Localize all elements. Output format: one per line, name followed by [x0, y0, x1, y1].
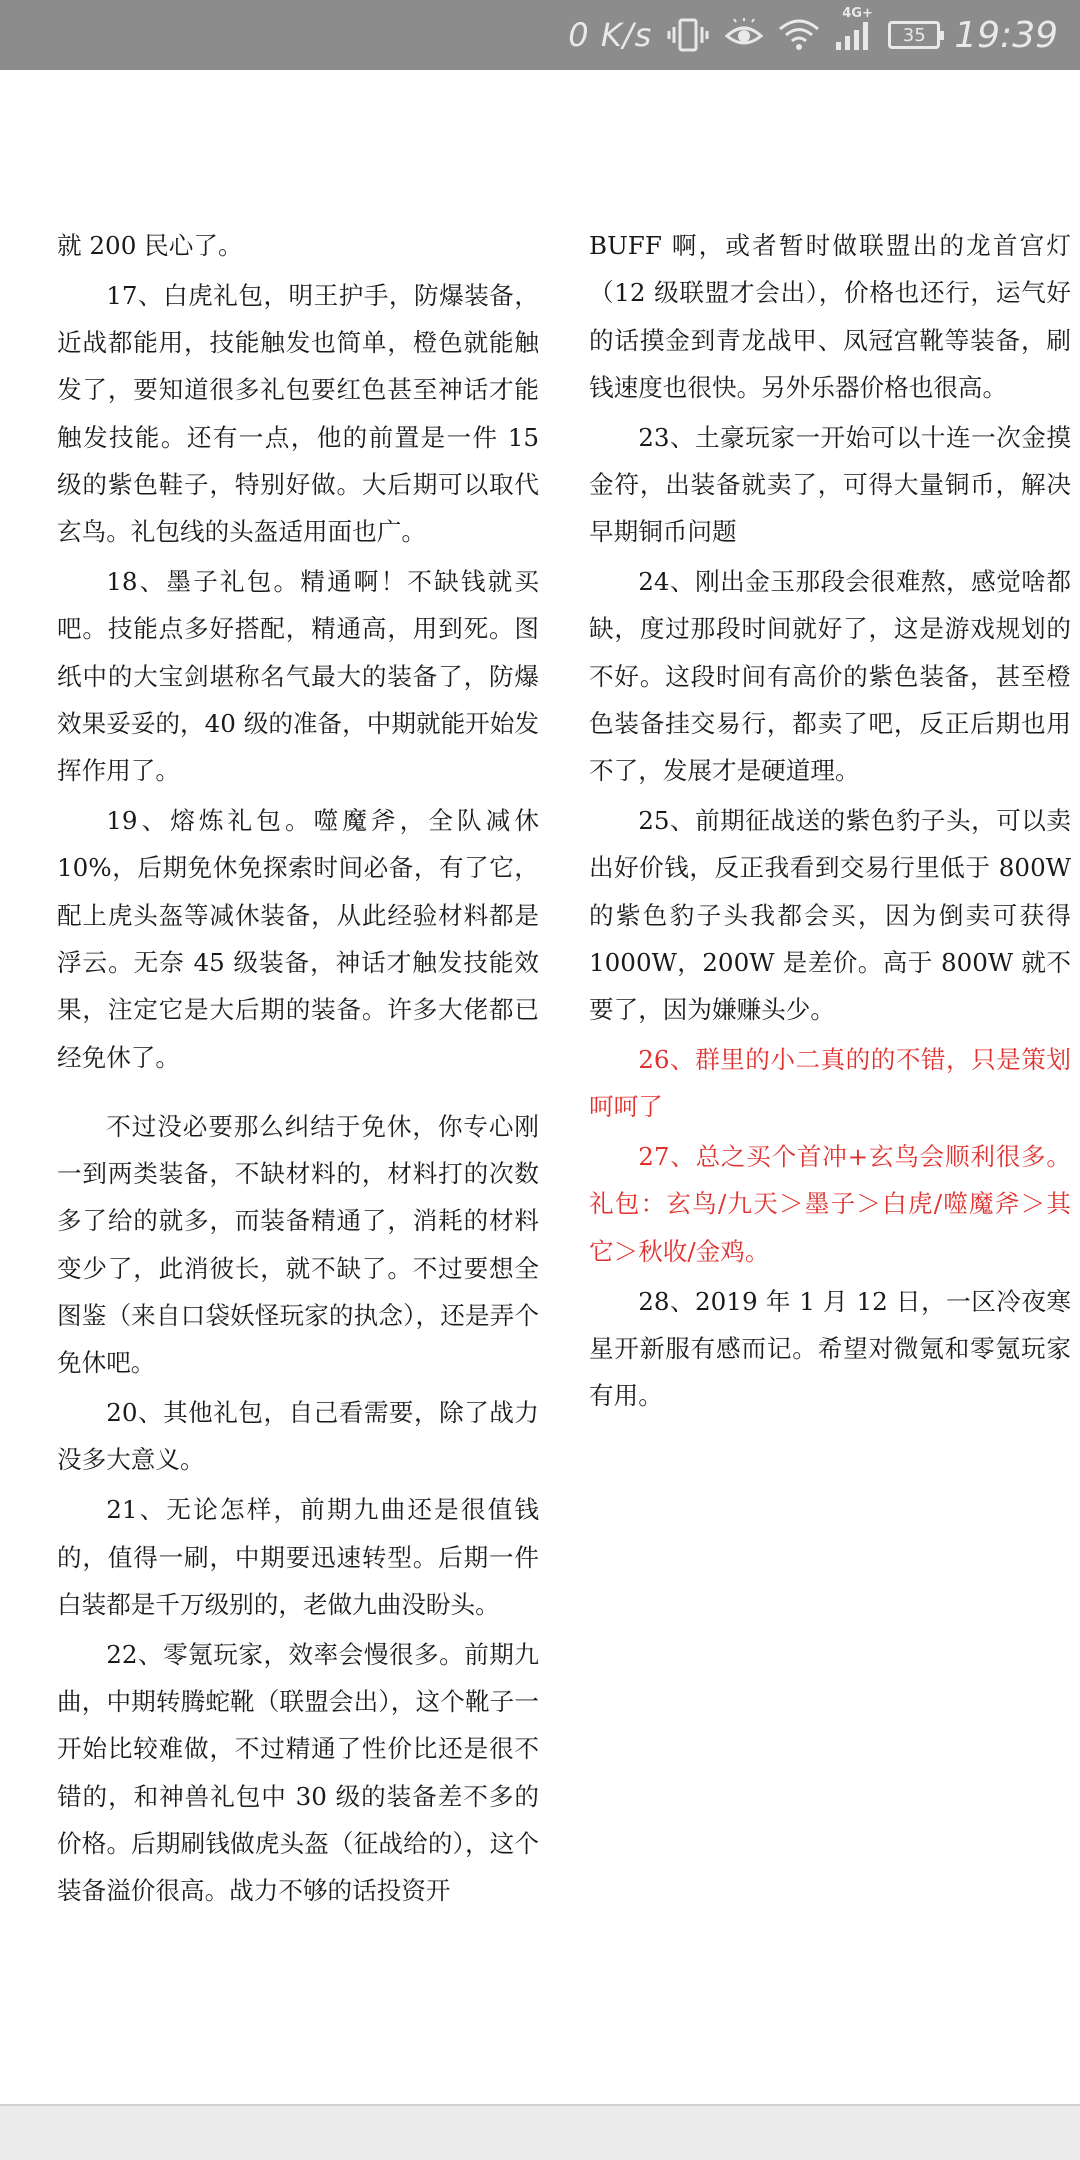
paragraph: 22、零氪玩家，效率会慢很多。前期九曲，中期转腾蛇靴（联盟会出），这个靴子一开始比较难做，不过精通了性价比还是很不错的，和神兽礼包中 30 级的装备差不多的价格。后期刷钱做虎头盔（征战给的），这个装备溢价很高。战力不够的话投资开 — [57, 1639, 539, 1906]
vibrate-icon — [666, 17, 710, 53]
document-page[interactable] — [0, 70, 1080, 2104]
paragraph: 就 200 民心了。 — [57, 231, 243, 260]
network-type-label: 4G+ — [842, 6, 873, 21]
paragraph: 17、白虎礼包，明王护手，防爆装备，近战都能用，技能触发也简单，橙色就能触发了，要知道很多礼包要红色甚至神话才能触发技能。还有一点，他的前置是一件 15 级的紫色鞋子，特别好做。大后期可以取代玄鸟。礼包线的头盔适用面也广。 — [57, 280, 539, 547]
highlight-paragraph: 26、群里的小二真的的不错，只是策划呵呵了 — [589, 1045, 1071, 1122]
eye-comfort-icon — [724, 18, 764, 52]
left-column — [57, 222, 539, 1917]
status-bar — [0, 0, 1080, 70]
battery-level: 35 — [902, 24, 926, 46]
right-column — [589, 222, 1071, 1422]
paragraph: BUFF 啊，或者暂时做联盟出的龙首宫灯（12 级联盟才会出），价格也还行，运气好的话摸金到青龙战甲、凤冠宫靴等装备，刷钱速度也很快。另外乐器价格也很高。 — [589, 231, 1071, 402]
cell-signal-icon — [834, 6, 874, 52]
paragraph: 24、刚出金玉那段会很难熬，感觉啥都缺，度过那段时间就好了，这是游戏规划的不好。这段时间有高价的紫色装备，甚至橙色装备挂交易行，都卖了吧，反正后期也用不了，发展才是硬道理。 — [589, 567, 1071, 786]
paragraph: 25、前期征战送的紫色豹子头，可以卖出好价钱，反正我看到交易行里低于 800W 的紫色豹子头我都会买，因为倒卖可获得 1000W，200W 是差价。高于 800W 就不要了，因为嫌赚头少。 — [589, 806, 1071, 1025]
bottom-bar — [0, 2104, 1080, 2160]
wifi-icon — [778, 19, 820, 51]
paragraph: 23、土豪玩家一开始可以十连一次金摸金符，出装备就卖了，可得大量铜币，解决早期铜币问题 — [589, 422, 1071, 547]
battery-icon — [888, 21, 940, 49]
highlight-paragraph: 27、总之买个首冲+玄鸟会顺利很多。礼包：玄鸟/九天＞墨子＞白虎/噬魔斧＞其它＞秋收/金鸡。 — [589, 1142, 1071, 1266]
paragraph: 19、熔炼礼包。噬魔斧，全队减休 10%，后期免休免探索时间必备，有了它，配上虎头盔等减休装备，从此经验材料都是浮云。无奈 45 级装备，神话才触发技能效果，注定它是大后期的装备。许多大佬都已经免休了。 — [57, 806, 539, 1072]
network-speed: 0 K/s — [568, 16, 653, 54]
paragraph: 不过没必要那么纠结于免休，你专心刚一到两类装备，不缺材料的，材料打的次数多了给的就多，而装备精通了，消耗的材料变少了，此消彼长，就不缺了。不过要想全图鉴（来自口袋妖怪玩家的执念），还是弄个免休吧。 — [57, 1111, 539, 1378]
paragraph: 21、无论怎样，前期九曲还是很值钱的，值得一刷，中期要迅速转型。后期一件白装都是千万级别的，老做九曲没盼头。 — [57, 1495, 539, 1619]
paragraph: 20、其他礼包，自己看需要，除了战力没多大意义。 — [57, 1398, 539, 1475]
paragraph: 18、墨子礼包。精通啊！不缺钱就买吧。技能点多好搭配，精通高，用到死。图纸中的大宝剑堪称名气最大的装备了，防爆效果妥妥的，40 级的准备，中期就能开始发挥作用了。 — [57, 567, 539, 786]
status-clock: 19:39 — [954, 14, 1058, 56]
paragraph: 28、2019 年 1 月 12 日，一区冷夜寒星开新服有感而记。希望对微氪和零氪玩家有用。 — [589, 1286, 1071, 1411]
